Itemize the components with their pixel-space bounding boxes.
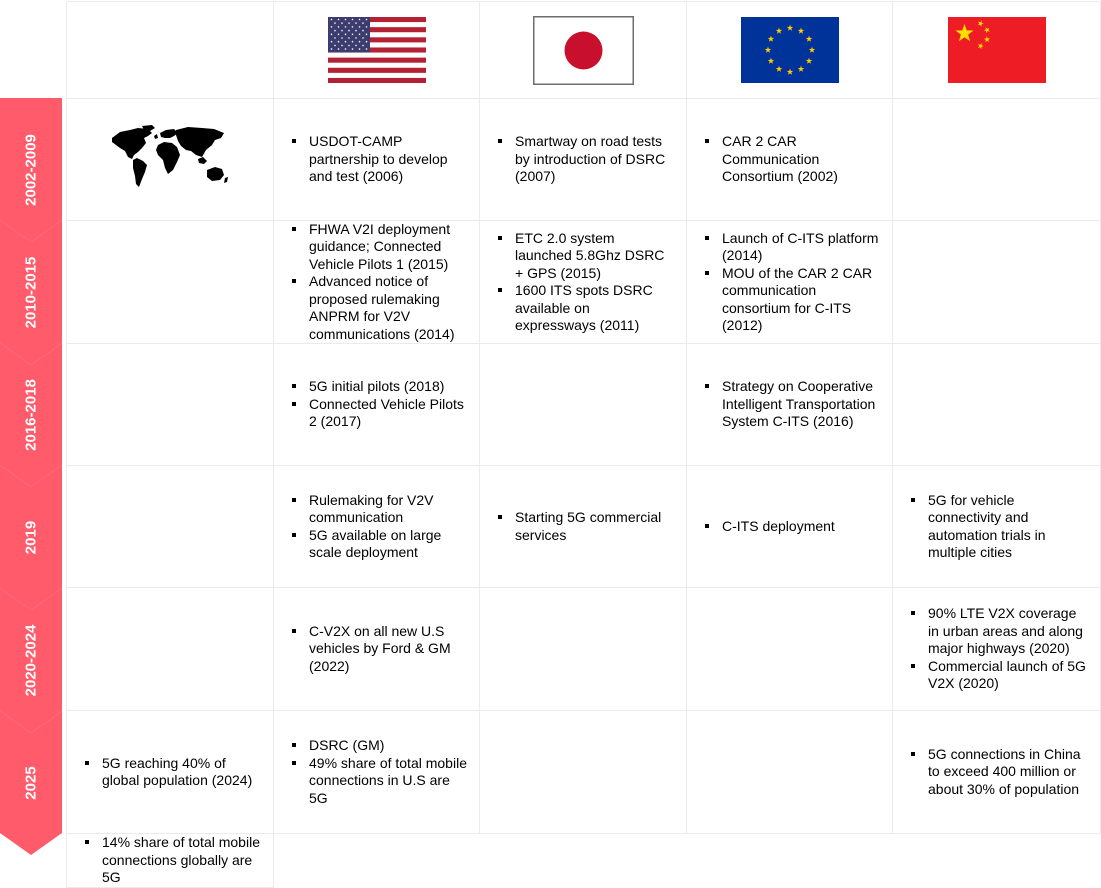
- period-label: 2025: [22, 766, 40, 800]
- milestone-item: 5G for vehicle connectivity and automation trials in multiple cities: [909, 492, 1088, 562]
- cell-row4-col0: [273, 587, 480, 711]
- cell-row0-col4: [66, 220, 274, 344]
- milestone-item: 5G reaching 40% of global population (2024): [83, 755, 261, 790]
- milestone-item: 90% LTE V2X coverage in urban areas and along major highways (2020): [909, 605, 1088, 658]
- milestone-list: [290, 623, 467, 676]
- milestone-item: Launch of C-ITS platform (2014): [703, 230, 880, 265]
- cell-row1-col2: [686, 220, 893, 344]
- milestone-item: USDOT-CAMP partnership to develop and test (2006): [290, 133, 467, 186]
- period-label: 2010-2015: [22, 256, 40, 329]
- us-flag-icon: [328, 17, 426, 83]
- milestone-list: [83, 834, 261, 887]
- cell-row2-col3: [892, 343, 1101, 466]
- milestone-item: MOU of the CAR 2 CAR communication consortium for C-ITS (2012): [703, 265, 880, 335]
- milestone-list: [703, 230, 880, 335]
- cell-row1-col3: [892, 220, 1101, 344]
- milestone-item: 5G connections in China to exceed 400 million or about 30% of population: [909, 746, 1088, 799]
- cell-row1-col0: [273, 220, 480, 344]
- cell-row2-col4: [66, 465, 274, 588]
- milestone-list: [909, 746, 1088, 799]
- milestone-item: C-V2X on all new U.S vehicles by Ford & GM (2022): [290, 623, 467, 676]
- cell-row2-col1: [479, 343, 687, 466]
- milestone-list: [83, 755, 261, 790]
- roadmap-table: [66, 1, 1100, 885]
- cell-row3-col2: [686, 465, 893, 588]
- milestone-item: DSRC (GM): [290, 737, 467, 755]
- corner-cell: [66, 1, 274, 99]
- cell-row5-col2: [686, 710, 893, 834]
- cell-row4-col1: [479, 587, 687, 711]
- cell-row5-col4: [66, 833, 274, 888]
- header-japan: [479, 1, 687, 99]
- milestone-item: Rulemaking for V2V communication: [290, 492, 467, 527]
- cell-row5-col3: [892, 710, 1101, 834]
- period-label: 2002-2009: [22, 134, 40, 206]
- cell-row4-col3: [892, 587, 1101, 711]
- cell-row3-col0: [273, 465, 480, 588]
- milestone-item: Advanced notice of proposed rulemaking ANPRM for V2V communications (2014): [290, 273, 467, 343]
- milestone-item: 1600 ITS spots DSRC available on expressways (2011): [496, 282, 674, 335]
- milestone-item: Commercial launch of 5G V2X (2020): [909, 658, 1088, 693]
- japan-flag-icon: [533, 16, 634, 85]
- milestone-list: [909, 492, 1088, 562]
- milestone-item: 14% share of total mobile connections globally are 5G: [83, 834, 261, 887]
- eu-flag-icon: [741, 17, 839, 83]
- cell-row2-col0: [273, 343, 480, 466]
- milestone-list: [496, 509, 674, 544]
- milestone-item: Starting 5G commercial services: [496, 509, 674, 544]
- milestone-item: FHWA V2I deployment guidance; Connected Vehicle Pilots 1 (2015): [290, 221, 467, 274]
- milestone-list: [496, 133, 674, 186]
- milestone-list: [290, 378, 467, 431]
- milestone-list: [290, 221, 467, 344]
- milestone-item: Strategy on Cooperative Intelligent Transportation System C-ITS (2016): [703, 378, 880, 431]
- cell-row3-col1: [479, 465, 687, 588]
- cell-row4-col4: [66, 710, 274, 834]
- cell-row5-col1: [479, 710, 687, 834]
- header-china: [892, 1, 1101, 99]
- cell-row3-col3: [892, 465, 1101, 588]
- timeline-chevrons: [0, 0, 62, 865]
- milestone-item: 5G available on large scale deployment: [290, 527, 467, 562]
- cell-row3-col4: [66, 587, 274, 711]
- milestone-item: ETC 2.0 system launched 5.8Ghz DSRC + GPS (2015): [496, 230, 674, 283]
- milestone-item: 49% share of total mobile connections in U.S are 5G: [290, 755, 467, 808]
- cell-row0-col1: [479, 98, 687, 221]
- milestone-item: C-ITS deployment: [703, 518, 835, 536]
- milestone-list: [703, 518, 835, 536]
- period-label: 2020-2024: [22, 624, 40, 697]
- milestone-list: [909, 605, 1088, 693]
- cell-row5-col0: [273, 710, 480, 834]
- cell-row4-col2: [686, 587, 893, 711]
- header-eu: [686, 1, 893, 99]
- milestone-list: [290, 133, 467, 186]
- milestone-list: [290, 492, 467, 562]
- milestone-item: 5G initial pilots (2018): [290, 378, 467, 396]
- cell-row1-col4: [66, 343, 274, 466]
- cell-row1-col1: [479, 220, 687, 344]
- milestone-item: CAR 2 CAR Communication Consortium (2002): [703, 133, 880, 186]
- milestone-item: Connected Vehicle Pilots 2 (2017): [290, 396, 467, 431]
- header-us: [273, 1, 480, 99]
- cell-row0-col3: [892, 98, 1101, 221]
- china-flag-icon: [948, 17, 1046, 83]
- milestone-list: [703, 133, 880, 186]
- milestone-item: Smartway on road tests by introduction of DSRC (2007): [496, 133, 674, 186]
- milestone-list: [703, 378, 880, 431]
- world-map-icon: [108, 124, 232, 196]
- cell-row0-col0: [273, 98, 480, 221]
- period-label: 2019: [22, 520, 40, 555]
- cell-row0-col2: [686, 98, 893, 221]
- milestone-list: [496, 230, 674, 335]
- cell-row2-col2: [686, 343, 893, 466]
- period-label: 2016-2018: [22, 379, 40, 451]
- header-global: [66, 98, 274, 221]
- milestone-list: [290, 737, 467, 807]
